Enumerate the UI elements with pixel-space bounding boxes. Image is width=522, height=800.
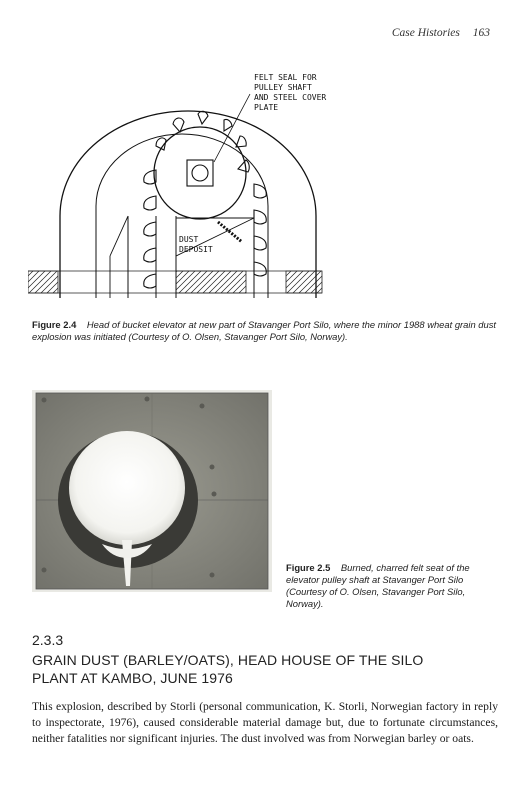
burned-opening xyxy=(69,431,185,545)
figure-2-4-label: Figure 2.4 xyxy=(32,319,77,330)
figure-2-4-text: Head of bucket elevator at new part of Stavanger Port Silo, where the minor 1988 wheat grain dust explosion was initiated (Courtesy of O. Olsen, Stavanger Port Silo, Norway). xyxy=(32,319,496,342)
running-header xyxy=(392,27,490,39)
floor-slab-mid xyxy=(176,271,246,293)
label-felt-seal-1: FELT SEAL FOR xyxy=(254,73,317,82)
figure-2-4-caption xyxy=(32,319,497,343)
head-pulley xyxy=(154,127,246,219)
label-felt-seal-3: AND STEEL COVER xyxy=(254,93,327,102)
body-paragraph: This explosion, described by Storli (personal communication, K. Storli, Norwegian factory in reply to inspectorate, 1976), caused considerable material damage but, due to fortunate circumstances, neither fatalities nor significant injuries. The dust involved was from Norwegian barley or oats. xyxy=(32,700,498,745)
figure-2-5-text: Burned, charred felt seat of the elevator pulley shaft at Stavanger Port Silo (Courtesy of O. Olsen, Stavanger Port Silo, Norway). xyxy=(286,562,470,609)
pulley-shaft-box xyxy=(187,160,213,186)
running-title: Case Histories xyxy=(391,27,460,39)
section-title: GRAIN DUST (BARLEY/OATS), HEAD HOUSE OF THE SILO PLANT AT KAMBO, JUNE 1976 xyxy=(32,652,424,686)
label-felt-seal-4: PLATE xyxy=(254,103,279,112)
figure-2-5-caption xyxy=(286,562,498,610)
figure-2-5-label: Figure 2.5 xyxy=(286,562,331,573)
label-dust-2: DEPOSIT xyxy=(179,245,213,254)
elevator-casing-outer xyxy=(60,111,316,298)
page-number: 163 xyxy=(472,27,490,39)
label-felt-seal-2: PULLEY SHAFT xyxy=(254,83,312,92)
label-dust-1: DUST xyxy=(179,235,199,244)
felt-seat-photo xyxy=(32,390,272,592)
floor-slab-left xyxy=(28,271,58,293)
bucket-elevator-diagram xyxy=(28,66,498,306)
section-number: 2.3.3 xyxy=(32,632,64,648)
